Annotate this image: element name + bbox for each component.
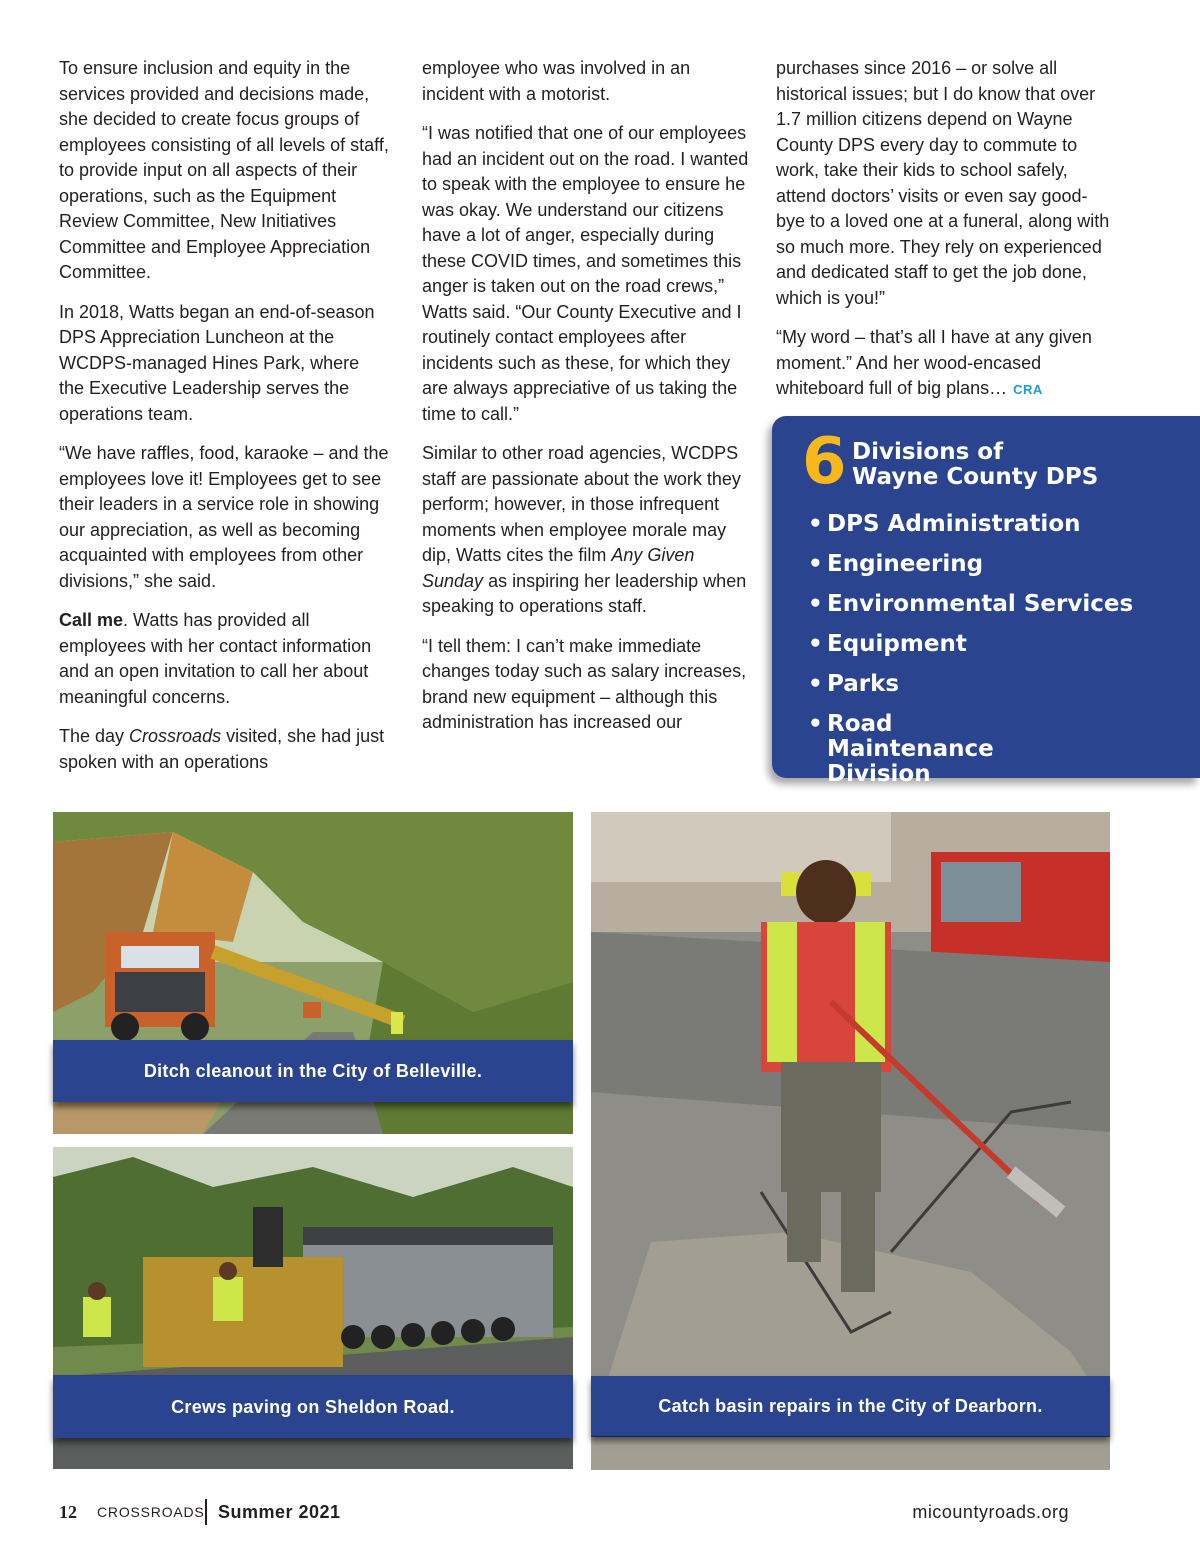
sidebar-title-line: Divisions of [852,439,1004,465]
page-number: 12 [59,1502,77,1522]
division-name: Engineering [827,551,984,577]
run-in-heading: Call me [59,610,124,630]
sidebar-title-line: Wayne County DPS [852,464,1099,490]
article-column-1 [59,56,389,789]
bullet: • [808,591,823,617]
paragraph: “I was notified that one of our employees had an incident out on the road. I wanted to speak with the employee to ensure he was okay. We understand our citizens have a lot of anger, especially during these COVID times, and sometimes this anger is taken out on the road crews,” Watts said. “Our County Executive and I routinely contact employees after incidents such as these, for which they are always appreciative of us taking the time to call.” [422,123,749,424]
website-url: micountyroads.org [912,1502,1069,1522]
bullet: • [808,511,823,537]
list-item [808,512,1133,537]
publication-name: CROSSROADS [97,1504,205,1520]
catch-basin-photo [591,812,1110,1470]
catch-basin-caption: Catch basin repairs in the City of Dearborn. [591,1376,1110,1436]
bullet: • [808,671,823,697]
sidebar-number: 6 [802,425,847,499]
paving-caption: Crews paving on Sheldon Road. [53,1376,573,1438]
catch-basin-image [591,812,1110,1470]
list-item [808,592,1133,617]
paragraph [776,325,1116,403]
paragraph: In 2018, Watts began an end-of-season DPS Appreciation Luncheon at the WCDPS-managed Hines Park, where the Executive Leadership serves the operations team. [59,301,375,424]
publication-name: Crossroads [129,726,222,746]
division-name: Environmental Services [827,591,1134,617]
bullet: • [808,631,823,657]
paragraph-text: “My word – that’s all I have at any given moment.” And her wood-encased whiteboard full of big plans… [776,327,1092,398]
sidebar-title [852,440,1098,490]
division-name: DPS Administration [827,511,1081,537]
paragraph-text: visited, she had just spoken with an operations [59,726,385,772]
divisions-sidebar [772,416,1200,787]
paragraph-text: Similar to other road agencies, WCDPS staff are passionate about the work they perform; however, in those infrequent moments when employee morale may dip, Watts cites the film [422,443,741,565]
division-name: Equipment [827,631,967,657]
paragraph: employee who was involved in an incident with a motorist. [422,58,691,104]
paragraph: purchases since 2016 – or solve all historical issues; but I do know that over 1.7 million citizens depend on Wayne County DPS every day to commute to work, take their kids to school safely, attend doctors’ visits or even say good-bye to a loved one at a funeral, along with so much more. They rely on experienced and dedicated staff to get the job done, which is you!” [776,58,1110,308]
article-column-3 [776,56,1116,403]
list-item [808,632,1133,657]
bullet: • [808,711,823,737]
division-name: Parks [827,671,900,697]
article-column-2 [422,56,752,750]
issue-date: Summer 2021 [218,1502,341,1522]
list-item [808,712,1133,787]
ditch-cleanout-caption: Ditch cleanout in the City of Belleville. [53,1040,573,1102]
list-item [808,672,1133,697]
paragraph [59,608,389,710]
footer-divider [205,1499,207,1525]
paragraph-text: . Watts has provided all employees with her contact information and an open invitation to call her about meaningful concerns. [59,610,372,707]
list-item [808,552,1133,577]
bullet: • [808,551,823,577]
film-title: Any Given Sunday [422,545,695,591]
paragraph: To ensure inclusion and equity in the services provided and decisions made, she decided to create focus groups of employees consisting of all levels of staff, to provide input on all aspects of their operations, such as the Equipment Review Committee, New Initiatives Committee and Employee Appreciation Committee. [59,58,389,282]
paragraph: “I tell them: I can’t make immediate changes today such as salary increases, brand new equipment – although this administration has increased our [422,635,747,732]
end-mark: CRA [1013,382,1043,397]
paragraph-text: The day [59,726,130,746]
paragraph-text: as inspiring her leadership when speaking to operations staff. [422,570,747,616]
page-footer [59,1502,1069,1526]
division-name: Road Maintenance Division [827,711,994,787]
paragraph: “We have raffles, food, karaoke – and the employees love it! Employees get to see their leaders in a service role in showing our appreciation, as well as becoming acquainted with employees from other divisions,” she said. [59,443,389,591]
divisions-list [808,512,1133,802]
paragraph [59,724,389,775]
paragraph [422,441,752,620]
